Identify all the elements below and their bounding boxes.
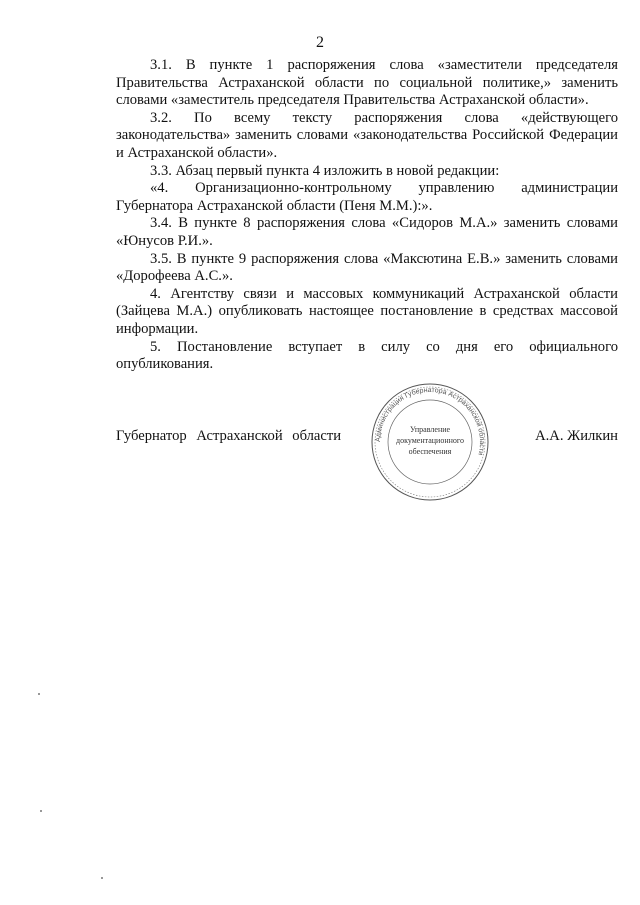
paragraph-5: 5. Постановление вступает в силу со дня его официального опубликования.: [116, 338, 618, 373]
scan-speck: [40, 810, 42, 812]
seal-ring-text: Администрация Губернатора Астраханской области: [374, 386, 486, 456]
scan-speck: [101, 877, 103, 879]
signer-name: А.А. Жилкин: [535, 428, 618, 444]
document-body: [116, 57, 618, 374]
official-seal-stamp: [368, 383, 492, 501]
seal-center-line-3: обеспечения: [408, 447, 452, 456]
seal-icon: [368, 383, 492, 501]
scan-speck: [38, 693, 40, 695]
seal-center-line-1: Управление: [409, 425, 451, 434]
paragraph-4: 4. Агентству связи и массовых коммуникаций Астраханской области (Зайцева М.А.) опубликовать настоящее постановление в средствах массовой информации.: [116, 285, 618, 337]
signature-block: [116, 428, 618, 448]
signer-title: Губернатор Астраханской области: [116, 428, 342, 444]
paragraph-3-4: 3.4. В пункте 8 распоряжения слова «Сидоров М.А.» заменить словами «Юнусов Р.И.».: [116, 215, 618, 249]
paragraph-3-3: 3.3. Абзац первый пункта 4 изложить в новой редакции:: [150, 162, 500, 179]
page-number: 2: [316, 34, 324, 51]
paragraph-3-2: 3.2. По всему тексту распоряжения слова «действующего законодательства» заменить словами «законодательства Российской Федерации и Астраханской области».: [116, 109, 618, 161]
paragraph-3-1: 3.1. В пункте 1 распоряжения слова «заместители председателя Правительства Астраханской области по социальной политике,» заменить словами «заместитель председателя Правительства Астраханской области».: [116, 57, 618, 109]
paragraph-3-5: 3.5. В пункте 9 распоряжения слова «Максютина Е.В.» заменить словами «Дорофеева А.С.».: [116, 250, 618, 285]
paragraph-3-3-quote: «4. Организационно-контрольному управлению администрации Губернатора Астраханской области (Пеня М.М.):».: [116, 180, 618, 214]
seal-center-line-2: документационного: [396, 436, 464, 445]
